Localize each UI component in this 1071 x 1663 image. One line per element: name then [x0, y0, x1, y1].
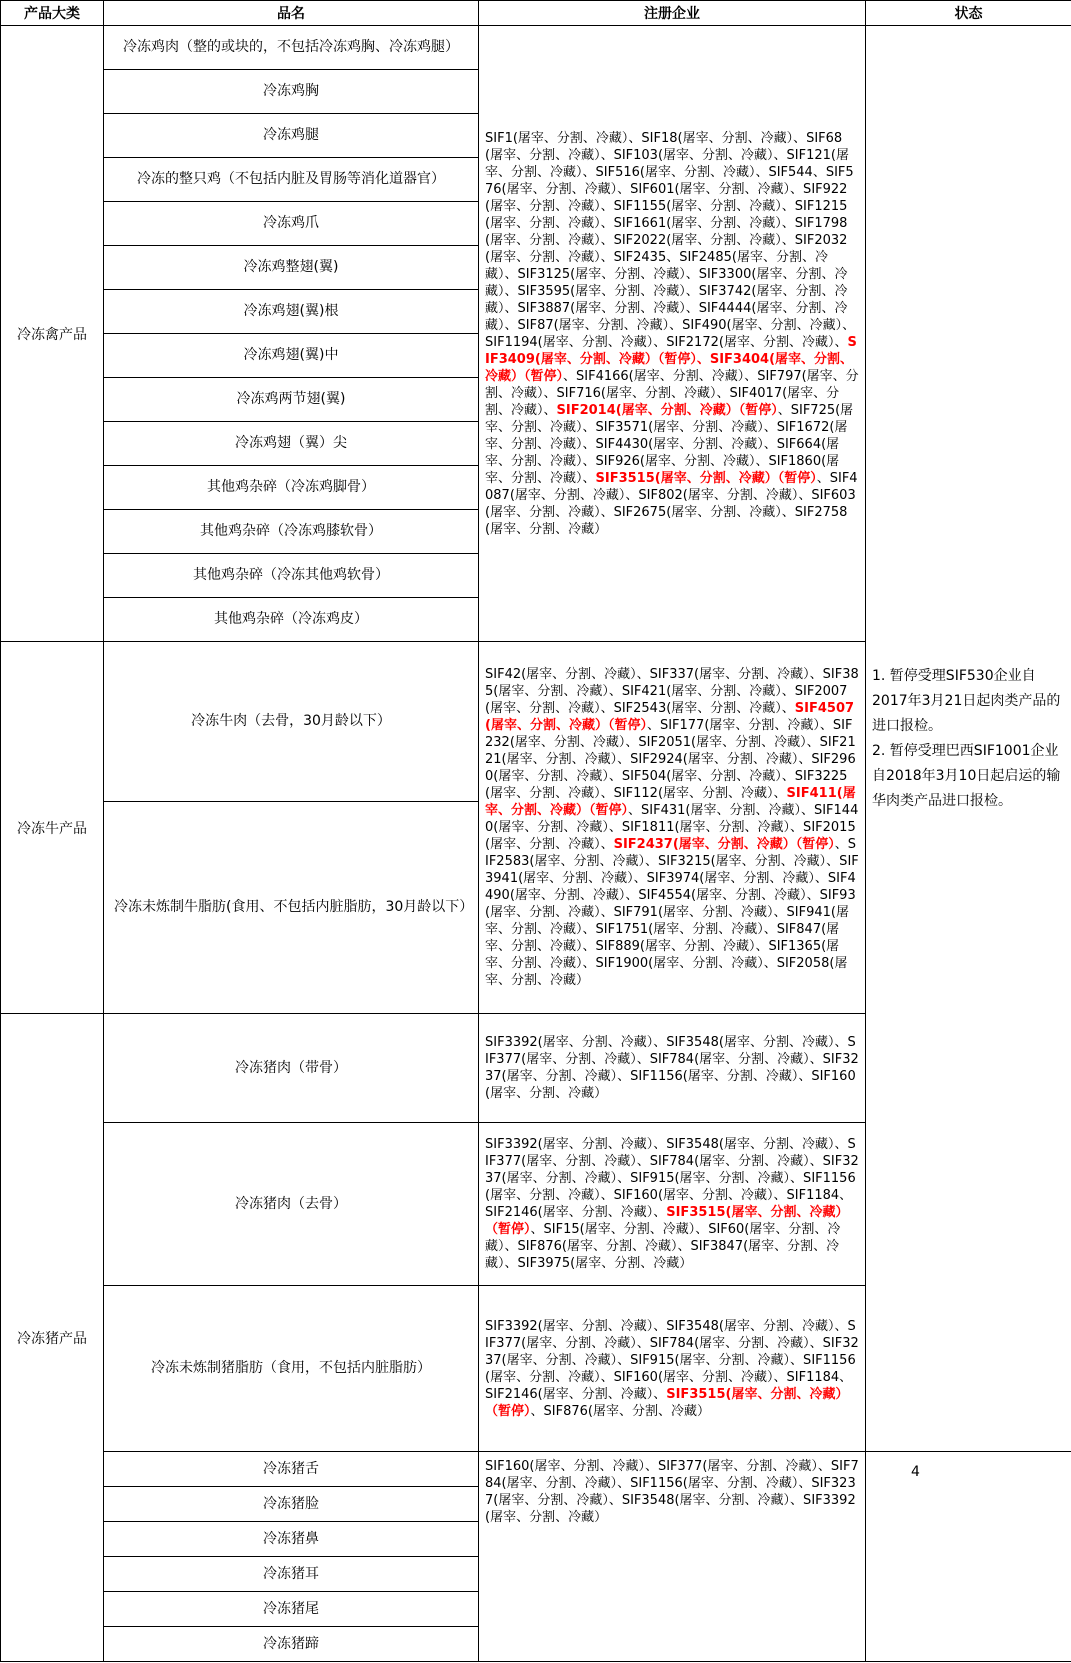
product-cell: 冷冻未炼制猪脂肪（食用，不包括内脏脂肪）	[104, 1286, 479, 1452]
product-cell: 冷冻猪舌	[104, 1452, 479, 1487]
product-cell: 冷冻猪脸	[104, 1487, 479, 1522]
table-row	[1, 1452, 1071, 1487]
product-cell: 其他鸡杂碎（冷冻其他鸡软骨）	[104, 554, 479, 598]
enterprise-cell-beef: SIF42(屠宰、分割、冷藏）、SIF337(屠宰、分割、冷藏）、SIF385(屠宰、分割、冷藏）、SIF421(屠宰、分割、冷藏）、SIF2007(屠宰、分割、冷藏）、SIF2543(屠宰、分割、冷藏）、SIF4507(屠宰、分割、冷藏）（暂停）、SIF177(屠宰、分割、冷藏）、SIF232(屠宰、分割、冷藏）、SIF2051(屠宰、分割、冷藏）、SIF2121(屠宰、分割、冷藏）、SIF2924(屠宰、分割、冷藏）、SIF2960(屠宰、分割、冷藏）、SIF504(屠宰、分割、冷藏）、SIF3225(屠宰、分割、冷藏）、SIF112(屠宰、分割、冷藏）、SIF411(屠宰、分割、冷藏）（暂停）、SIF431(屠宰、分割、冷藏）、SIF1440(屠宰、分割、冷藏）、SIF1811(屠宰、分割、冷藏）、SIF2015(屠宰、分割、冷藏）、SIF2437(屠宰、分割、冷藏）（暂停）、SIF2583(屠宰、分割、冷藏）、SIF3215(屠宰、分割、冷藏）、SIF3941(屠宰、分割、冷藏）、SIF3974(屠宰、分割、冷藏）、SIF4490(屠宰、分割、冷藏）、SIF4554(屠宰、分割、冷藏）、SIF93(屠宰、分割、冷藏）、SIF791(屠宰、分割、冷藏）、SIF941(屠宰、分割、冷藏）、SIF1751(屠宰、分割、冷藏）、SIF847(屠宰、分割、冷藏）、SIF889(屠宰、分割、冷藏）、SIF1365(屠宰、分割、冷藏）、SIF1900(屠宰、分割、冷藏）、SIF2058(屠宰、分割、冷藏）	[479, 642, 866, 1014]
category-cell-pork: 冷冻猪产品	[1, 1014, 104, 1662]
product-cell: 冷冻猪尾	[104, 1592, 479, 1627]
product-cell: 冷冻猪鼻	[104, 1522, 479, 1557]
header-product-category: 产品大类	[1, 1, 104, 26]
status-note-1: 1. 暂停受理SIF530企业自2017年3月21日起肉类产品的进口报检。	[872, 667, 1061, 734]
product-cell: 冷冻鸡两节翅(翼)	[104, 378, 479, 422]
product-cell: 冷冻猪蹄	[104, 1627, 479, 1662]
product-cell: 冷冻鸡腿	[104, 114, 479, 158]
category-cell-poultry: 冷冻禽产品	[1, 26, 104, 642]
product-cell: 其他鸡杂碎（冷冻鸡膝软骨）	[104, 510, 479, 554]
product-cell: 其他鸡杂碎（冷冻鸡脚骨）	[104, 466, 479, 510]
product-cell: 冷冻鸡爪	[104, 202, 479, 246]
product-cell: 冷冻鸡翅(翼)中	[104, 334, 479, 378]
enterprise-cell-pork-fat: SIF3392(屠宰、分割、冷藏）、SIF3548(屠宰、分割、冷藏）、SIF377(屠宰、分割、冷藏）、SIF784(屠宰、分割、冷藏）、SIF3237(屠宰、分割、冷藏）、SIF915(屠宰、分割、冷藏）、SIF1156(屠宰、分割、冷藏）、SIF160(屠宰、分割、冷藏）、SIF1184、SIF2146(屠宰、分割、冷藏）、SIF3515(屠宰、分割、冷藏）（暂停）、SIF876(屠宰、分割、冷藏）	[479, 1286, 866, 1452]
product-cell: 冷冻猪耳	[104, 1557, 479, 1592]
header-status: 状态	[866, 1, 1071, 26]
product-cell: 冷冻鸡肉（整的或块的，不包括冷冻鸡胸、冷冻鸡腿）	[104, 26, 479, 70]
product-cell: 冷冻牛肉（去骨，30月龄以下）	[104, 642, 479, 802]
product-cell: 冷冻猪肉（去骨）	[104, 1123, 479, 1286]
product-cell: 冷冻鸡整翅(翼)	[104, 246, 479, 290]
enterprise-cell-pork-boneless: SIF3392(屠宰、分割、冷藏）、SIF3548(屠宰、分割、冷藏）、SIF377(屠宰、分割、冷藏）、SIF784(屠宰、分割、冷藏）、SIF3237(屠宰、分割、冷藏）、SIF915(屠宰、分割、冷藏）、SIF1156(屠宰、分割、冷藏）、SIF160(屠宰、分割、冷藏）、SIF1184、SIF2146(屠宰、分割、冷藏）、SIF3515(屠宰、分割、冷藏）（暂停）、SIF15(屠宰、分割、冷藏）、SIF60(屠宰、分割、冷藏）、SIF876(屠宰、分割、冷藏）、SIF3847(屠宰、分割、冷藏）、SIF3975(屠宰、分割、冷藏）	[479, 1123, 866, 1286]
header-row	[1, 1, 1071, 26]
product-cell: 冷冻鸡翅（翼）尖	[104, 422, 479, 466]
status-cell	[866, 26, 1071, 1452]
product-cell: 冷冻的整只鸡（不包括内脏及胃肠等消化道器官）	[104, 158, 479, 202]
enterprise-cell-pork-offal: SIF160(屠宰、分割、冷藏）、SIF377(屠宰、分割、冷藏）、SIF784(屠宰、分割、冷藏）、SIF1156(屠宰、分割、冷藏）、SIF3237(屠宰、分割、冷藏）、SIF3548(屠宰、分割、冷藏）、SIF3392(屠宰、分割、冷藏）	[479, 1452, 866, 1662]
category-cell-beef: 冷冻牛产品	[1, 642, 104, 1014]
header-registered-enterprise: 注册企业	[479, 1, 866, 26]
product-cell: 冷冻鸡胸	[104, 70, 479, 114]
status-note-2: 2. 暂停受理巴西SIF1001企业自2018年3月10日起启运的输华肉类产品进口报检。	[872, 742, 1061, 809]
enterprise-cell-poultry: SIF1(屠宰、分割、冷藏）、SIF18(屠宰、分割、冷藏）、SIF68(屠宰、分割、冷藏）、SIF103(屠宰、分割、冷藏）、SIF121(屠宰、分割、冷藏）、SIF516(屠宰、分割、冷藏）、SIF544、SIF576(屠宰、分割、冷藏）、SIF601(屠宰、分割、冷藏）、SIF922(屠宰、分割、冷藏）、SIF1155(屠宰、分割、冷藏）、SIF1215(屠宰、分割、冷藏）、SIF1661(屠宰、分割、冷藏）、SIF1798(屠宰、分割、冷藏）、SIF2022(屠宰、分割、冷藏）、SIF2032(屠宰、分割、冷藏）、SIF2435、SIF2485(屠宰、分割、冷藏）、SIF3125(屠宰、分割、冷藏）、SIF3300(屠宰、分割、冷藏）、SIF3595(屠宰、分割、冷藏）、SIF3742(屠宰、分割、冷藏）、SIF3887(屠宰、分割、冷藏）、SIF4444(屠宰、分割、冷藏）、SIF87(屠宰、分割、冷藏）、SIF490(屠宰、分割、冷藏）、SIF1194(屠宰、分割、冷藏）、SIF2172(屠宰、分割、冷藏）、SIF3409(屠宰、分割、冷藏）（暂停）、SIF3404(屠宰、分割、冷藏）（暂停）、SIF4166(屠宰、分割、冷藏）、SIF797(屠宰、分割、冷藏）、SIF716(屠宰、分割、冷藏）、SIF4017(屠宰、分割、冷藏）、SIF2014(屠宰、分割、冷藏）（暂停）、SIF725(屠宰、分割、冷藏）、SIF3571(屠宰、分割、冷藏）、SIF1672(屠宰、分割、冷藏）、SIF4430(屠宰、分割、冷藏）、SIF664(屠宰、分割、冷藏）、SIF926(屠宰、分割、冷藏）、SIF1860(屠宰、分割、冷藏）、SIF3515(屠宰、分割、冷藏）（暂停）、SIF4087(屠宰、分割、冷藏）、SIF802(屠宰、分割、冷藏）、SIF603(屠宰、分割、冷藏）、SIF2675(屠宰、分割、冷藏）、SIF2758(屠宰、分割、冷藏）	[479, 26, 866, 642]
product-cell: 其他鸡杂碎（冷冻鸡皮）	[104, 598, 479, 642]
product-cell: 冷冻鸡翅(翼)根	[104, 290, 479, 334]
enterprise-cell-pork-bone-in: SIF3392(屠宰、分割、冷藏）、SIF3548(屠宰、分割、冷藏）、SIF377(屠宰、分割、冷藏）、SIF784(屠宰、分割、冷藏）、SIF3237(屠宰、分割、冷藏）、SIF1156(屠宰、分割、冷藏）、SIF160(屠宰、分割、冷藏）	[479, 1014, 866, 1123]
product-cell: 冷冻未炼制牛脂肪(食用、不包括内脏脂肪，30月龄以下）	[104, 802, 479, 1014]
page-number: 4	[866, 1452, 1071, 1662]
table-row	[1, 26, 1071, 70]
header-product-name: 品名	[104, 1, 479, 26]
product-cell: 冷冻猪肉（带骨）	[104, 1014, 479, 1123]
